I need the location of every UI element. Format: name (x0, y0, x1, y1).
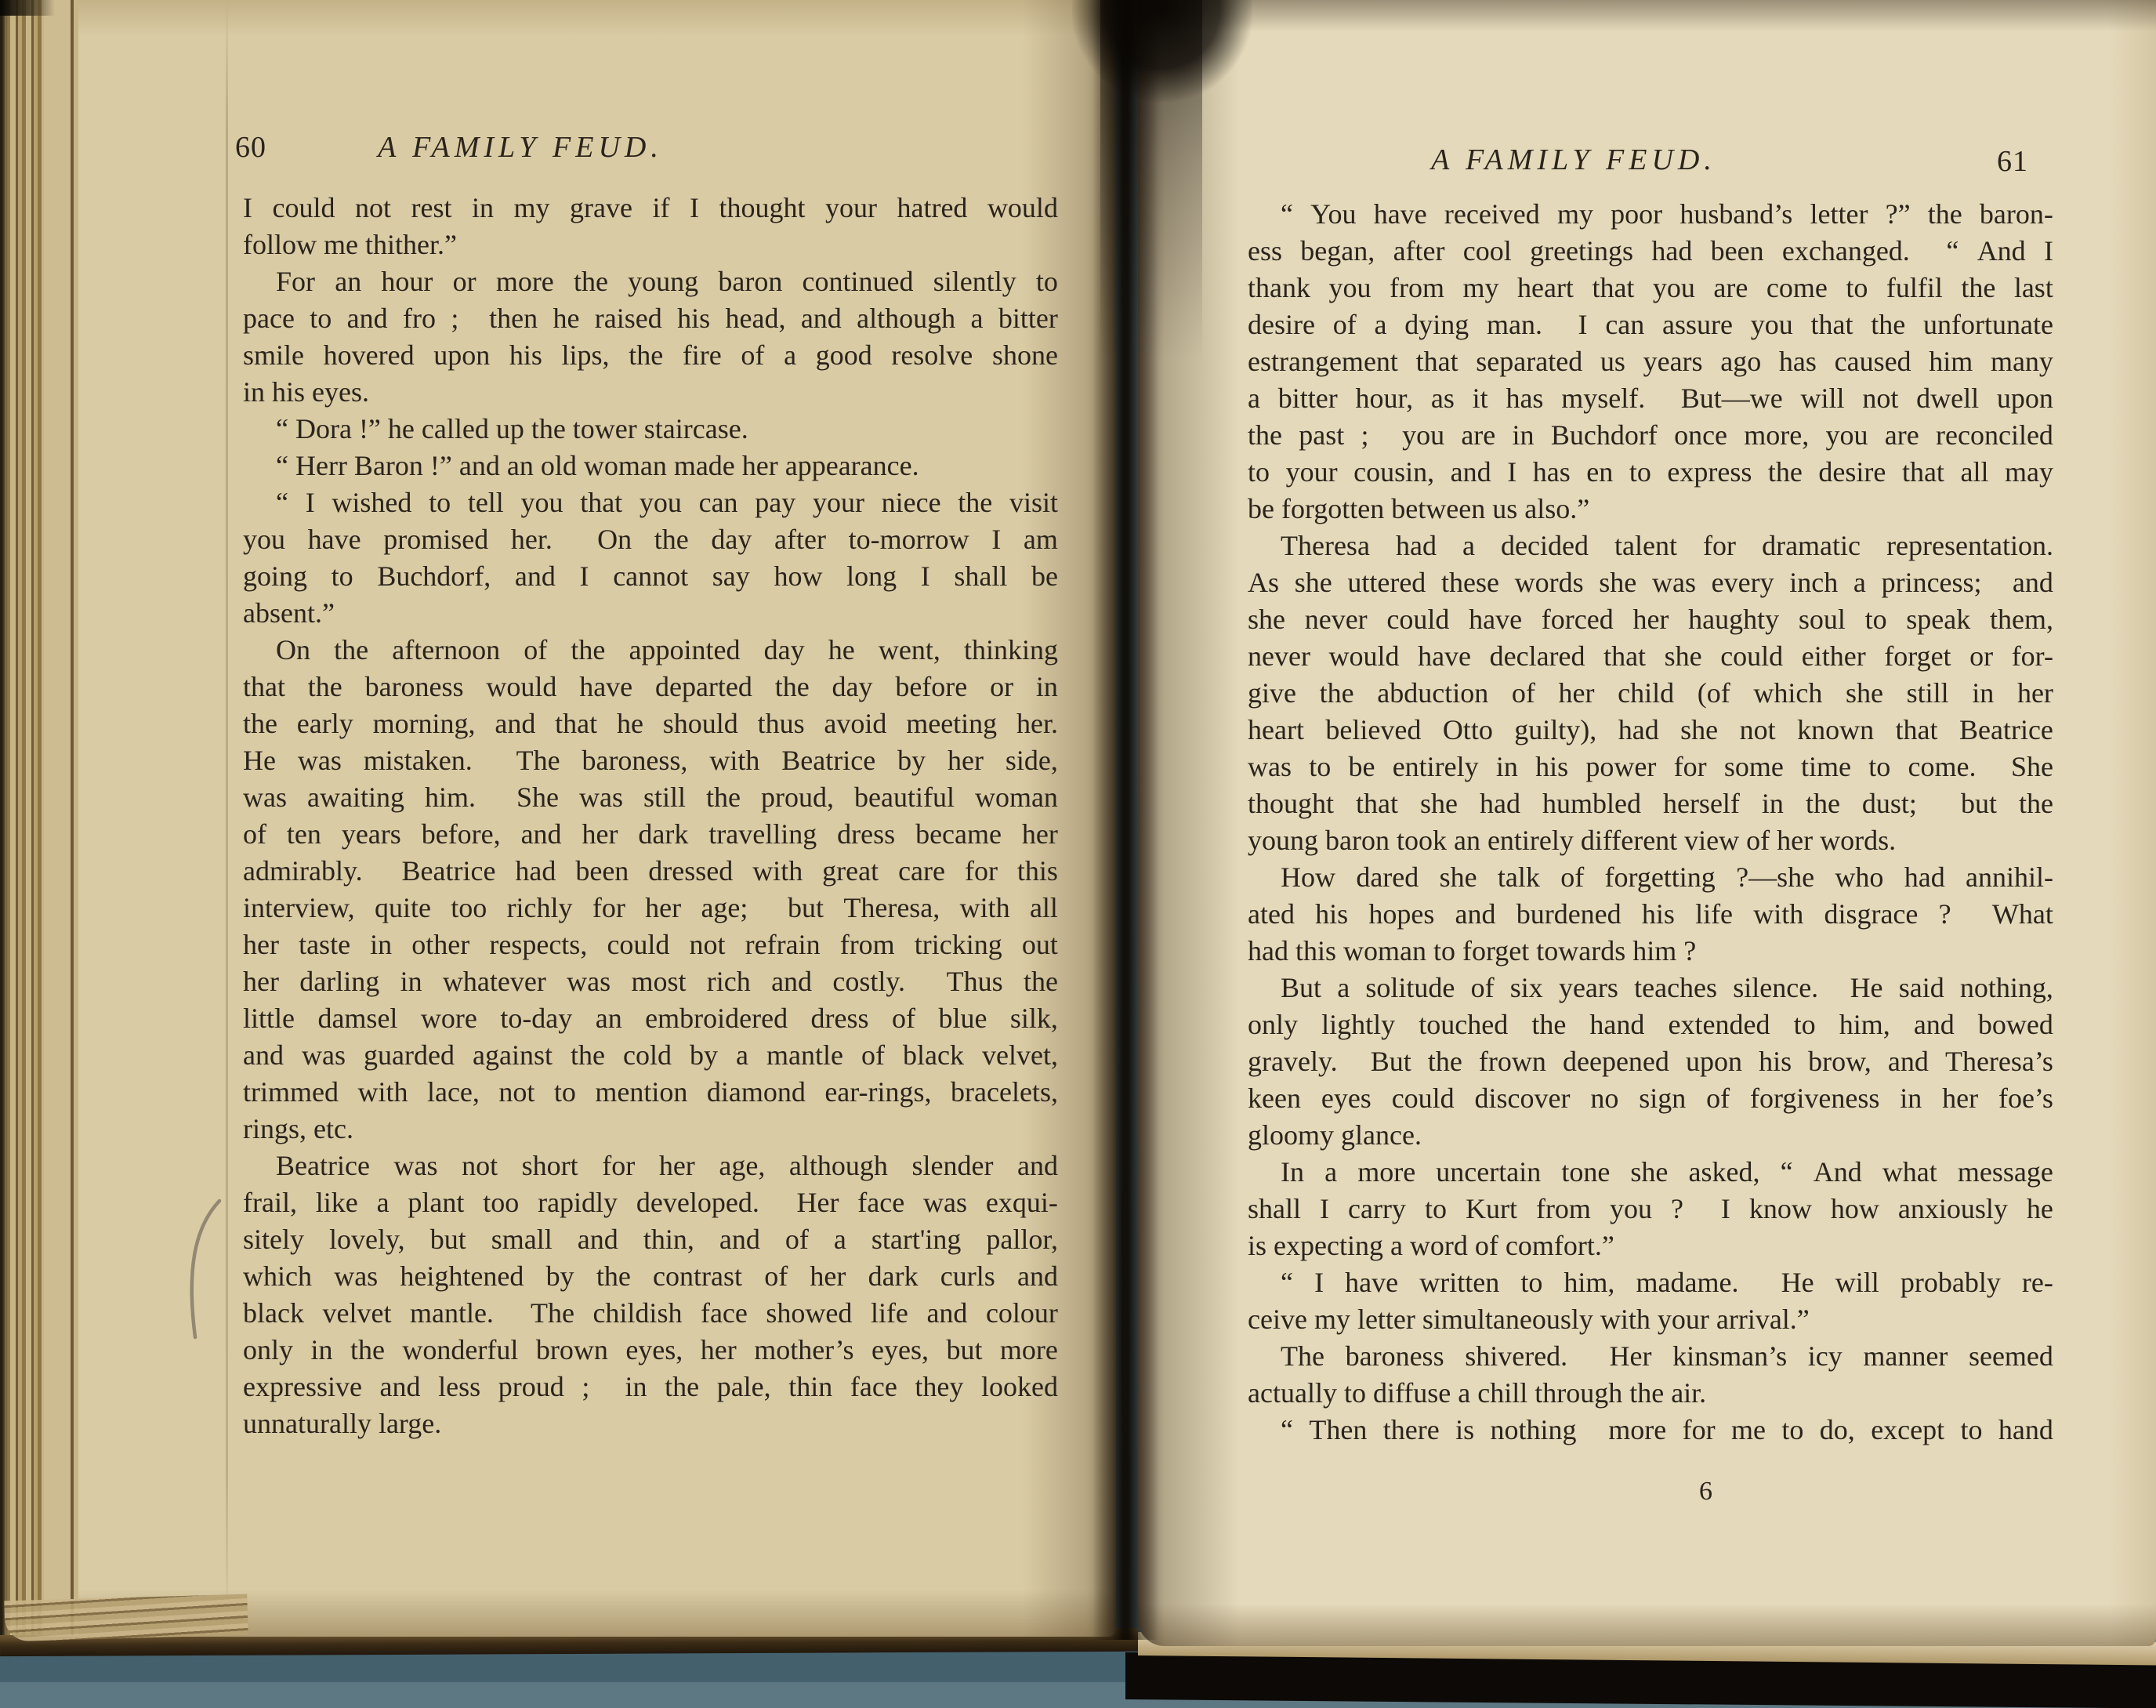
text-line: is expecting a word of comfort.” (1248, 1230, 1614, 1261)
text-line: Theresa had a decided talent for dramatic representation. (1281, 530, 2053, 561)
page-crease (226, 0, 228, 1630)
text-line: heart believed Otto guilty), had she not known that Beatrice (1248, 714, 2053, 745)
text-line: was to be entirely in his power for some time to come. She (1248, 751, 2053, 782)
text-line: Beatrice was not short for her age, although slender and (276, 1150, 1058, 1181)
text-line: expressive and less proud ; in the pale, thin face they looked (243, 1371, 1058, 1402)
text-line: you have promised her. On the day after to-morrow I am (243, 524, 1058, 555)
text-line: ated his hopes and burdened his life with disgrace ? What (1248, 898, 2053, 930)
text-line: In a more uncertain tone she asked, “ And what message (1281, 1156, 2053, 1188)
text-line: gravely. But the frown deepened upon his brow, and Theresa’s (1248, 1046, 2053, 1077)
running-head-left: A FAMILY FEUD. (378, 131, 663, 164)
text-line: in his eyes. (243, 376, 369, 408)
text-line: trimmed with lace, not to mention diamond ear-rings, bracelets, (243, 1076, 1058, 1108)
text-line: only in the wonderful brown eyes, her mother’s eyes, but more (243, 1334, 1058, 1365)
text-line: her darling in whatever was most rich and costly. Thus the (243, 966, 1058, 997)
text-line: “ I have written to him, madame. He will probably re- (1281, 1267, 2053, 1298)
text-line: “ Then there is nothing more for me to do, except to hand (1281, 1414, 2053, 1445)
text-line: which was heightened by the contrast of her dark curls and (243, 1260, 1058, 1292)
right-page (1138, 0, 2156, 1646)
text-line: “ You have received my poor husband’s letter ?” the baron- (1281, 198, 2053, 230)
text-line: gloomy glance. (1248, 1119, 1422, 1151)
page-number-right: 61 (1997, 145, 2028, 178)
running-head-right: A FAMILY FEUD. (1431, 143, 1716, 176)
text-line: smile hovered upon his lips, the fire of a good resolve shone (243, 339, 1058, 371)
text-line: young baron took an entirely different view of her words. (1248, 825, 1897, 856)
text-line: she never could have forced her haughty soul to speak them, (1248, 604, 2053, 635)
text-line: unnaturally large. (243, 1408, 442, 1439)
text-line: that the baroness would have departed the day before or in (243, 671, 1058, 702)
text-line: ess began, after cool greetings had been exchanged. “ And I (1248, 235, 2053, 267)
text-line: How dared she talk of forgetting ?—she who had annihil- (1281, 861, 2053, 893)
text-line: the early morning, and that he should thus avoid meeting her. (243, 708, 1058, 739)
text-line: ceive my letter simultaneously with your arrival.” (1248, 1304, 1810, 1335)
text-line: actually to diffuse a chill through the air. (1248, 1377, 1707, 1409)
text-line: sitely lovely, but small and thin, and of a start'ing pallor, (243, 1224, 1058, 1255)
text-line: rings, etc. (243, 1113, 353, 1144)
text-line: For an hour or more the young baron continued silently to (276, 266, 1058, 297)
text-line: her taste in other respects, could not refrain from tricking out (243, 929, 1058, 960)
text-line: “ Dora !” he called up the tower staircase. (276, 413, 748, 444)
text-line: had this woman to forget towards him ? (1248, 935, 1697, 966)
text-line: a bitter hour, as it has myself. But—we will not dwell upon (1248, 383, 2053, 414)
text-line: only lightly touched the hand extended to him, and bowed (1248, 1009, 2053, 1040)
text-line: keen eyes could discover no sign of forgiveness in her foe’s (1248, 1082, 2053, 1114)
text-line: estrangement that separated us years ago has caused him many (1248, 346, 2053, 377)
text-line: thought that she had humbled herself in the dust; but the (1248, 788, 2053, 819)
text-line: absent.” (243, 597, 335, 629)
text-line: give the abduction of her child (of which she still in her (1248, 677, 2053, 709)
text-line: shall I carry to Kurt from you ? I know how anxiously he (1248, 1193, 2053, 1224)
text-line: thank you from my heart that you are come to fulfil the last (1248, 272, 2053, 303)
text-line: As she uttered these words she was every inch a princess; and (1248, 567, 2053, 598)
text-line: interview, quite too richly for her age; but Theresa, with all (243, 892, 1058, 923)
gutter-top-notch (1072, 0, 1252, 102)
text-line: was awaiting him. She was still the proud, beautiful woman (243, 781, 1058, 813)
text-line: and was guarded against the cold by a mantle of black velvet, (243, 1039, 1058, 1071)
signature-mark: 6 (1699, 1477, 1712, 1506)
text-line: to your cousin, and I has en to express the desire that all may (1248, 456, 2053, 488)
page-number-left: 60 (235, 131, 266, 164)
left-page (22, 0, 1116, 1637)
left-page-header (22, 125, 1116, 165)
text-line: pace to and fro ; then he raised his head, and although a bitter (243, 303, 1058, 334)
text-line: On the afternoon of the appointed day he went, thinking (276, 634, 1058, 665)
text-line: “ Herr Baron !” and an old woman made her appearance. (276, 450, 919, 481)
text-line: of ten years before, and her dark travelling dress became her (243, 818, 1058, 850)
text-line: never would have declared that she could either forget or for- (1248, 640, 2053, 672)
right-page-text (1248, 196, 2053, 1449)
text-line: The baroness shivered. Her kinsman’s icy manner seemed (1281, 1340, 2053, 1372)
text-line: going to Buchdorf, and I cannot say how long I shall be (243, 560, 1058, 592)
text-line: But a solitude of six years teaches silence. He said nothing, (1281, 972, 2053, 1003)
text-line: admirably. Beatrice had been dressed with great care for this (243, 855, 1058, 887)
text-line: frail, like a plant too rapidly developed. Her face was exqui- (243, 1187, 1058, 1218)
text-line: be forgotten between us also.” (1248, 493, 1590, 524)
left-page-text (243, 190, 1058, 1442)
text-line: little damsel wore to-day an embroidered dress of blue silk, (243, 1003, 1058, 1034)
text-line: the past ; you are in Buchdorf once more, you are reconciled (1248, 419, 2053, 451)
pencil-margin-mark (179, 1195, 234, 1344)
page-edges-left (0, 0, 78, 1635)
page-edges-bottom-left (4, 1594, 248, 1642)
text-line: “ I wished to tell you that you can pay your niece the visit (276, 487, 1058, 518)
text-line: I could not rest in my grave if I thought your hatred would (243, 192, 1058, 223)
text-line: follow me thither.” (243, 229, 457, 260)
text-line: desire of a dying man. I can assure you that the unfortunate (1248, 309, 2053, 340)
right-page-header (1138, 138, 2156, 177)
text-line: black velvet mantle. The childish face showed life and colour (243, 1297, 1058, 1329)
text-line: He was mistaken. The baroness, with Beatrice by her side, (243, 745, 1058, 776)
corner-shadow-top-left (0, 0, 55, 16)
